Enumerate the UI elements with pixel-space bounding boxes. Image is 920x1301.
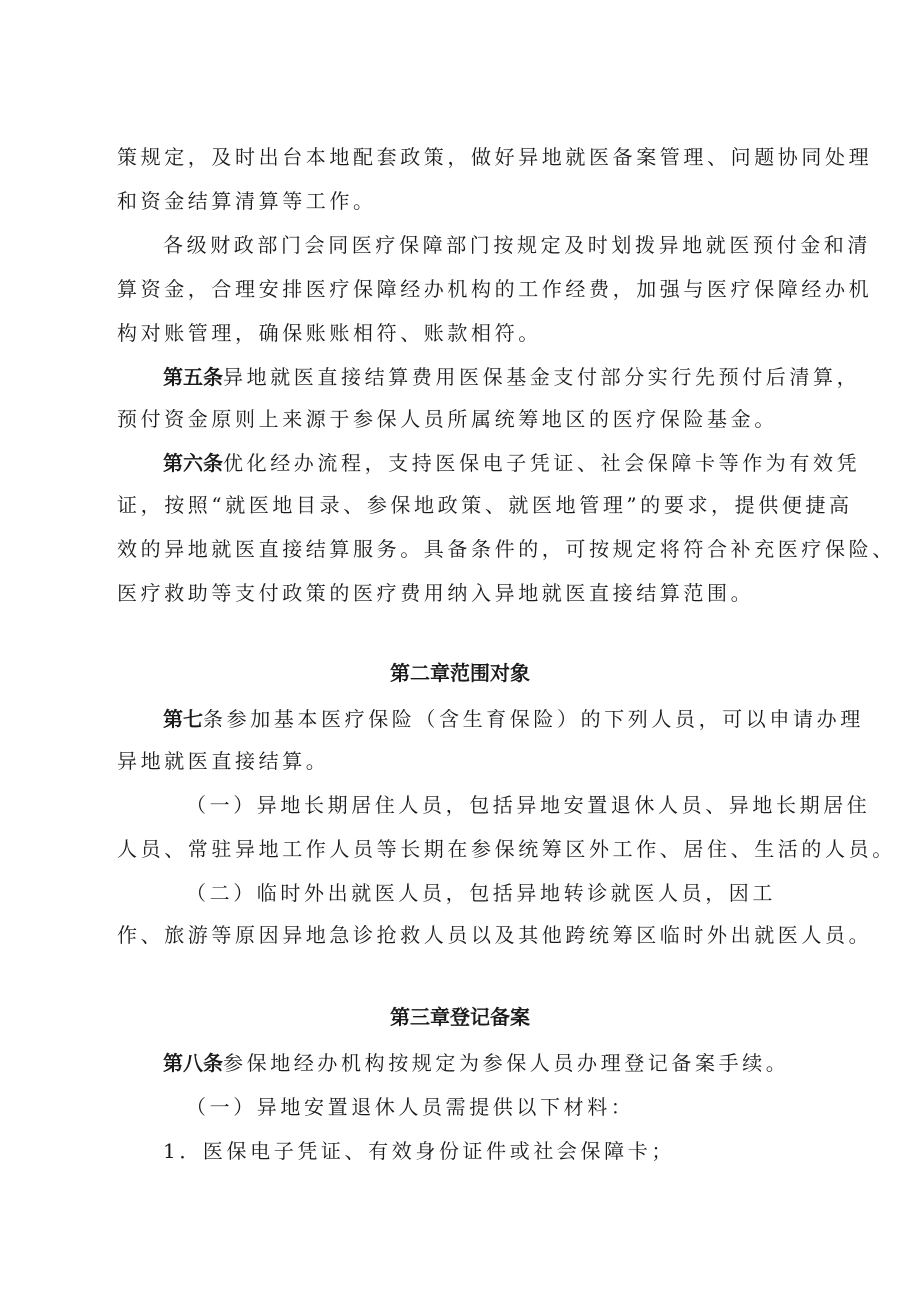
article-text: 异地就医直接结算费用医保基金支付部分实行先预付后清算，: [223, 365, 861, 389]
article-label: 第八条: [163, 1051, 223, 1075]
paragraph-line: 预付资金原则上来源于参保人员所属统筹地区的医疗保险基金。: [117, 407, 778, 431]
chapter-2-title: 第二章范围对象: [390, 661, 530, 685]
article-label: 第七: [163, 707, 203, 731]
chapter-3-title: 第三章登记备案: [390, 1005, 530, 1029]
item-text: ．医保电子凭证、有效身份证件或社会保障卡；: [179, 1139, 675, 1163]
sub-item-line: （一）异地安置退休人员需提供以下材料：: [186, 1095, 635, 1119]
article-text: 优化经办流程，支持医保电子凭证、社会保障卡等作为有效凭: [223, 451, 861, 475]
article-6-line: [163, 450, 860, 476]
article-label: 第六条: [163, 451, 223, 475]
numbered-item-line: [163, 1138, 675, 1164]
article-label: 第五条: [163, 365, 223, 389]
article-text: 参保地经办机构按规定为参保人员办理登记备案手续。: [223, 1051, 790, 1075]
paragraph-line: 和资金结算清算等工作。: [117, 189, 377, 213]
list-item-line: 人员、常驻异地工作人员等长期在参保统筹区外工作、居住、生活的人员。: [117, 837, 896, 861]
paragraph-line: 算资金，合理安排医疗保障经办机构的工作经费，加强与医疗保障经办机: [117, 277, 873, 301]
paragraph-line: 构对账管理，确保账账相符、账款相符。: [117, 321, 542, 345]
article-7-line: [163, 706, 864, 732]
paragraph-line: 策规定，及时出台本地配套政策，做好异地就医备案管理、问题协同处理: [117, 145, 873, 169]
list-item-line: （二）临时外出就医人员，包括异地转诊就医人员，因工: [186, 881, 776, 905]
list-item-line: 作、旅游等原因异地急诊抢救人员以及其他跨统筹区临时外出就医人员。: [117, 923, 873, 947]
paragraph-line: 证，按照“就医地目录、参保地政策、就医地管理”的要求，提供便捷高: [117, 493, 853, 517]
article-text: 条参加基本医疗保险（含生育保险）的下列人员，可以申请办理: [203, 707, 864, 731]
item-number: 1: [163, 1139, 180, 1163]
paragraph-line: 异地就医直接结算。: [117, 749, 330, 773]
article-8-line: [163, 1050, 789, 1076]
paragraph-line: 效的异地就医直接结算服务。具备条件的，可按规定将符合补充医疗保险、: [117, 537, 896, 561]
paragraph-line: 医疗救助等支付政策的医疗费用纳入异地就医直接结算范围。: [117, 581, 755, 605]
article-5-line: [163, 364, 860, 390]
list-item-line: （一）异地长期居住人员，包括异地安置退休人员、异地长期居住: [186, 793, 871, 817]
paragraph-line: 各级财政部门会同医疗保障部门按规定及时划拨异地就医预付金和清: [163, 233, 871, 257]
